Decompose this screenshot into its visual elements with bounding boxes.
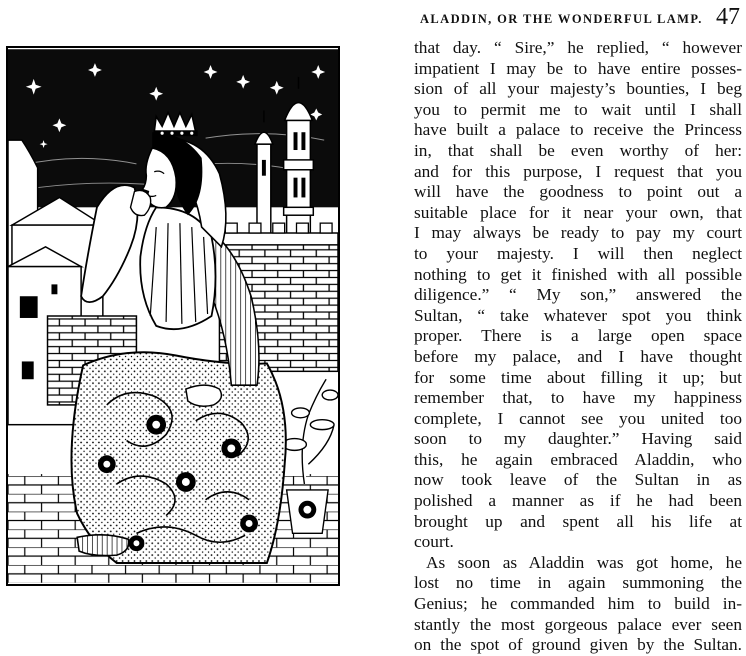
text-line: have built a palace to receive the Princess bbox=[414, 120, 742, 140]
princess-illustration bbox=[6, 46, 340, 586]
text-line: now took leave of the Sultan in as bbox=[414, 470, 742, 490]
text-line: polished a manner as if he had been bbox=[414, 491, 742, 511]
page-number: 47 bbox=[716, 4, 740, 30]
text-line: suitable place for it near your own, that bbox=[414, 202, 742, 222]
text-line: Sultan, “ take whatever spot you think bbox=[414, 305, 742, 325]
text-line: diligence.” “ My son,” answered the bbox=[414, 285, 742, 305]
text-line: stantly the most gorgeous palace ever seen bbox=[414, 614, 742, 634]
running-head: ALADDIN, OR THE WONDERFUL LAMP. bbox=[420, 12, 703, 26]
text-line: before my palace, and I have thought bbox=[414, 346, 742, 366]
text-line: nothing to get it finished with all possible bbox=[414, 264, 742, 284]
text-line: lost no time in again summoning the bbox=[414, 573, 742, 593]
text-line: impatient I may be to have entire posses- bbox=[414, 58, 742, 78]
text-line: for some time about filling it up; but bbox=[414, 367, 742, 387]
text-line: in, that shall be even worthy of her: bbox=[414, 140, 742, 160]
text-line: As soon as Aladdin was got home, he bbox=[426, 552, 742, 572]
page-header bbox=[420, 4, 742, 32]
text-line: soon to my daughter.” Having said bbox=[414, 429, 742, 449]
text-line: proper. There is a large open space bbox=[414, 326, 742, 346]
text-line: will have the goodness to point out a bbox=[414, 182, 742, 202]
text-line: to your majesty. I will then neglect bbox=[414, 243, 742, 263]
text-line: Genius; he commanded him to build in- bbox=[414, 594, 742, 614]
text-line: this, he again embraced Aladdin, who bbox=[414, 449, 742, 469]
text-line: court. bbox=[414, 532, 454, 552]
text-line: complete, I cannot see you united too bbox=[414, 408, 742, 428]
text-line: sion of all your majesty’s bounties, I beg bbox=[414, 79, 742, 99]
text-line: brought up and spent all his life at bbox=[414, 511, 742, 531]
text-line: I may always be ready to pay my court bbox=[414, 223, 742, 243]
text-line: and for this purpose, I request that you bbox=[414, 161, 742, 181]
body-text bbox=[414, 38, 742, 656]
text-line: on the spot of ground given by the Sultan. bbox=[414, 635, 742, 655]
text-line: that day. “ Sire,” he replied, “ however bbox=[414, 38, 742, 57]
text-line: remember that, to have my happiness bbox=[414, 388, 742, 408]
text-line: you to permit me to wait until I shall bbox=[414, 99, 742, 119]
